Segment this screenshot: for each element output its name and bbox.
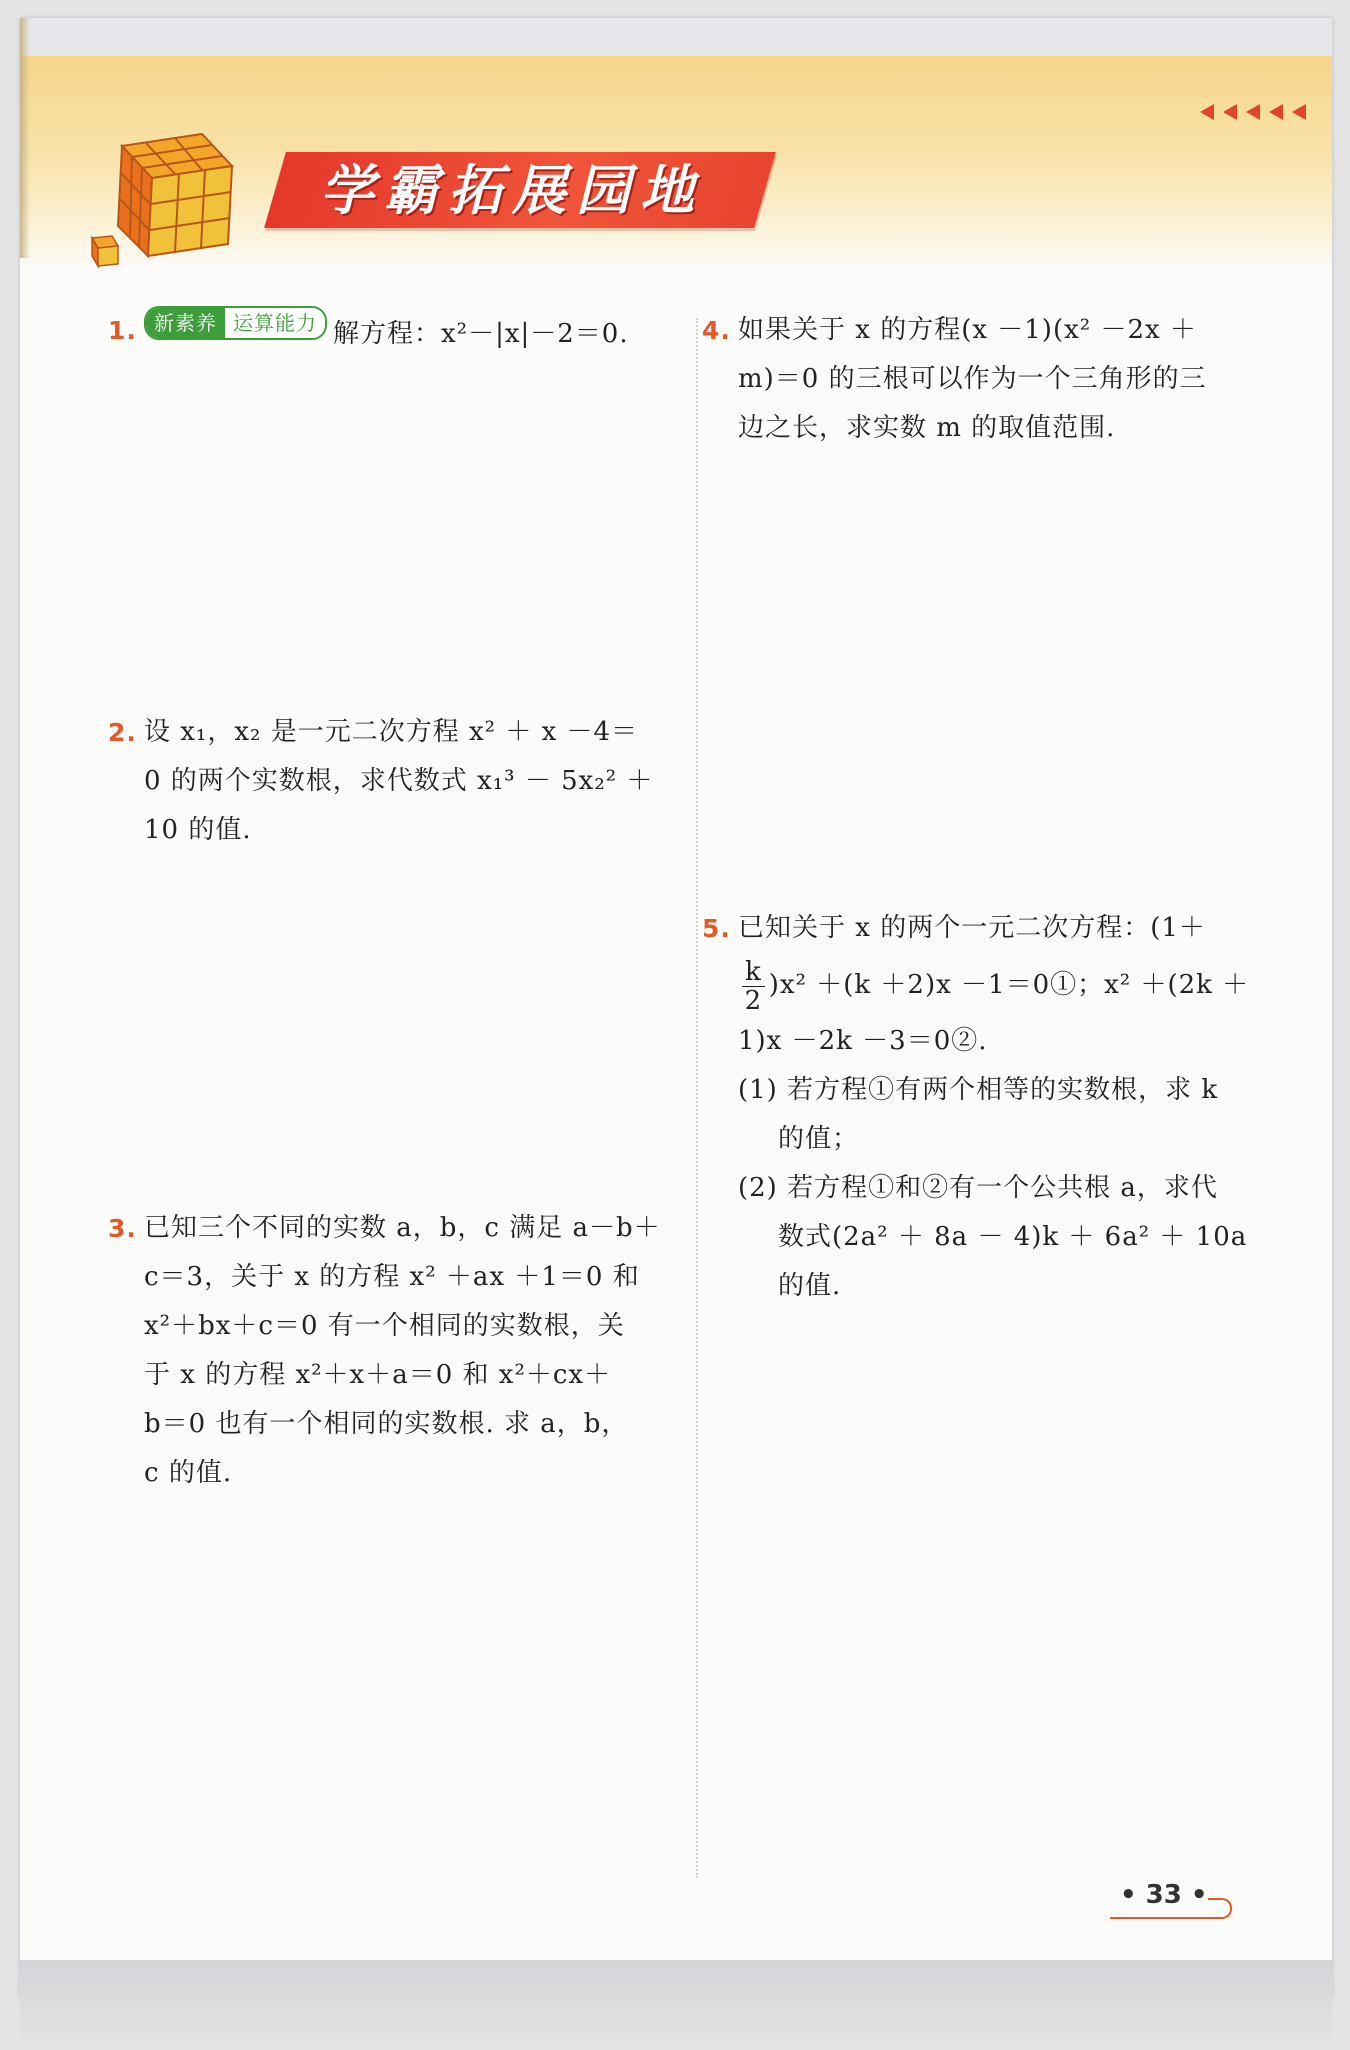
column-divider bbox=[696, 318, 698, 1878]
fraction: $\frac{k}{2}$ bbox=[742, 958, 765, 1015]
core-literacy-badge: 新素养 运算能力 bbox=[144, 306, 327, 340]
problem-text-line: c＝3，关于 x 的方程 x² ＋ax ＋1＝0 和 bbox=[144, 1262, 640, 1292]
problem-number: 1. bbox=[108, 316, 137, 345]
sub-question-2-cont: 的值. bbox=[778, 1271, 842, 1301]
problem-text-line: 如果关于 x 的方程(x －1)(x² －2x ＋ bbox=[738, 315, 1197, 345]
cube-decoration-icon bbox=[82, 126, 262, 276]
problem-number: 4. bbox=[702, 316, 731, 345]
problem-text-line: 0 的两个实数根，求代数式 x₁³ － 5x₂² ＋ bbox=[144, 766, 654, 796]
problem-number: 5. bbox=[702, 914, 731, 943]
problem-text-line: 已知关于 x 的两个一元二次方程：(1＋ bbox=[738, 913, 1206, 943]
problem-text-line: m)＝0 的三根可以作为一个三角形的三 bbox=[738, 364, 1207, 394]
page-number-hook-icon bbox=[1208, 1898, 1232, 1919]
problem-text-line: b＝0 也有一个相同的实数根. 求 a，b， bbox=[144, 1409, 629, 1439]
page-title: 学霸拓展园地 bbox=[320, 159, 704, 222]
problem-text-line: c 的值. bbox=[144, 1458, 233, 1488]
problem-number: 2. bbox=[108, 718, 137, 747]
problem-text-line: )x² ＋(k ＋2)x －1＝0①；x² ＋(2k ＋ bbox=[768, 970, 1250, 1000]
binding-shadow bbox=[20, 18, 30, 258]
problem-text: 解方程：x²－|x|－2＝0. bbox=[333, 319, 629, 349]
sub-question-2-cont: 数式(2a² ＋ 8a － 4)k ＋ 6a² ＋ 10a bbox=[778, 1222, 1248, 1252]
problem-text-line: 已知三个不同的实数 a，b，c 满足 a－b＋ bbox=[144, 1213, 661, 1243]
book-page bbox=[20, 18, 1332, 1998]
sub-question-1: (1) 若方程①有两个相等的实数根，求 k bbox=[738, 1075, 1219, 1105]
problem-text-line: 于 x 的方程 x²＋x＋a＝0 和 x²＋cx＋ bbox=[144, 1360, 612, 1390]
sub-question-2: (2) 若方程①和②有一个公共根 a，求代 bbox=[738, 1173, 1218, 1203]
bottom-band bbox=[20, 1960, 1332, 2050]
arrow-decoration-icon bbox=[1191, 104, 1306, 124]
page-number-underline bbox=[1110, 1917, 1220, 1919]
problem-text-line: x²＋bx＋c＝0 有一个相同的实数根，关 bbox=[144, 1311, 625, 1341]
problem-text-line: 10 的值. bbox=[144, 815, 252, 845]
problem-text-line: 1)x －2k －3＝0②. bbox=[738, 1026, 988, 1056]
sub-question-1-cont: 的值； bbox=[778, 1124, 860, 1154]
page-number: • 33 • bbox=[1120, 1880, 1208, 1910]
problem-text-line: 设 x₁，x₂ 是一元二次方程 x² ＋ x －4＝ bbox=[144, 717, 639, 747]
problem-text-line: 边之长，求实数 m 的取值范围. bbox=[738, 413, 1116, 443]
problem-number: 3. bbox=[108, 1214, 137, 1243]
top-band bbox=[20, 18, 1332, 60]
